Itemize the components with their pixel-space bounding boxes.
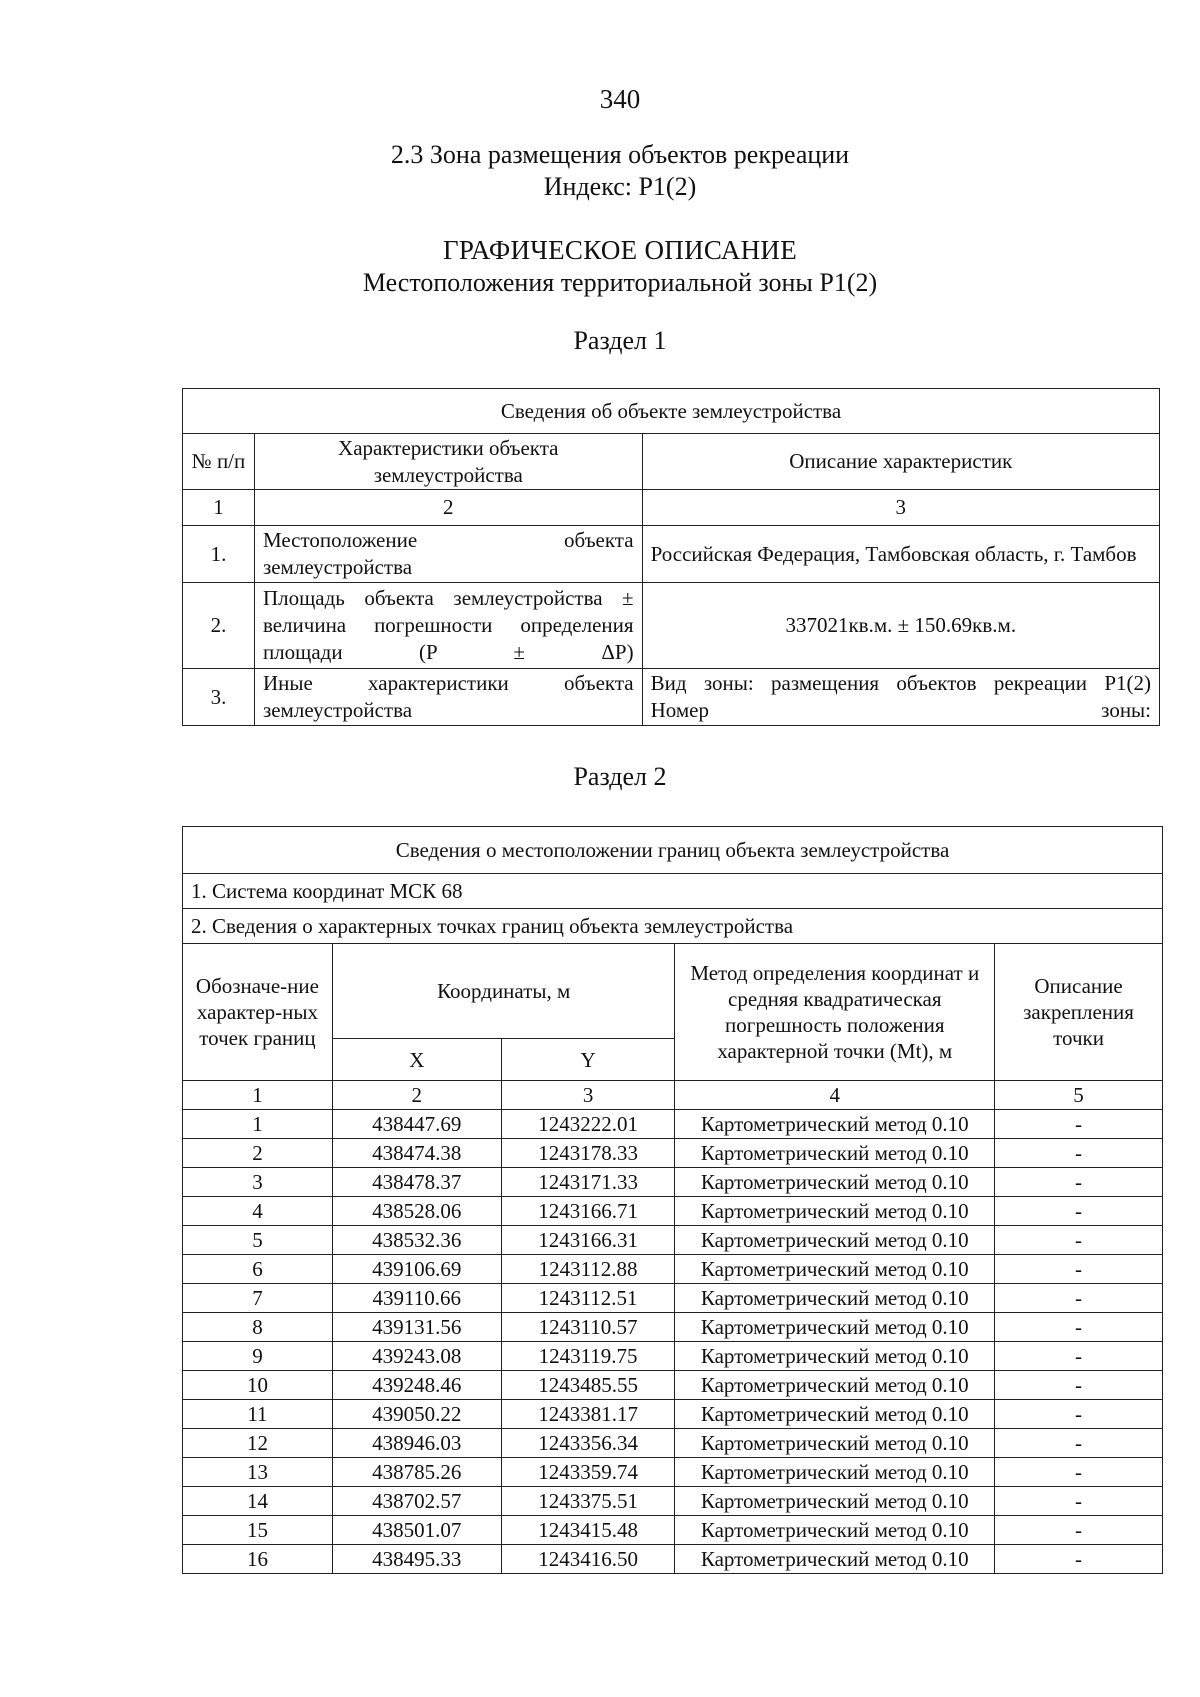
table-row <box>183 1255 1163 1284</box>
point-x: 438532.36 <box>332 1226 501 1255</box>
point-x: 438474.38 <box>332 1139 501 1168</box>
point-x: 439110.66 <box>332 1284 501 1313</box>
point-y: 1243356.34 <box>501 1429 675 1458</box>
table-row <box>183 1110 1163 1139</box>
point-y: 1243375.51 <box>501 1487 675 1516</box>
header-coordinates: Координаты, м <box>332 944 675 1039</box>
points-body <box>183 1110 1163 1574</box>
table-row <box>183 1371 1163 1400</box>
point-id: 12 <box>183 1429 333 1458</box>
point-method: Картометрический метод 0.10 <box>675 1342 995 1371</box>
point-fixing: - <box>995 1255 1163 1284</box>
row-num: 2. <box>183 583 255 669</box>
point-id: 2 <box>183 1139 333 1168</box>
point-y: 1243485.55 <box>501 1371 675 1400</box>
table-title: Сведения об объекте землеустройства <box>183 389 1160 434</box>
coordinate-system: 1. Система координат МСК 68 <box>183 874 1163 909</box>
point-method: Картометрический метод 0.10 <box>675 1313 995 1342</box>
row-description: Вид зоны: размещения объектов рекреации Р1(2) Номер зоны: <box>642 669 1159 726</box>
point-id: 9 <box>183 1342 333 1371</box>
point-fixing: - <box>995 1371 1163 1400</box>
point-fixing: - <box>995 1458 1163 1487</box>
point-x: 438785.26 <box>332 1458 501 1487</box>
point-fixing: - <box>995 1545 1163 1574</box>
point-id: 1 <box>183 1110 333 1139</box>
zone-index: Индекс: Р1(2) <box>543 172 697 201</box>
point-fixing: - <box>995 1516 1163 1545</box>
zone-title: 2.3 Зона размещения объектов рекреации <box>390 140 850 169</box>
row-characteristic: Иные характеристики объекта землеустройства <box>254 669 642 726</box>
table-row <box>183 1400 1163 1429</box>
point-fixing: - <box>995 1400 1163 1429</box>
point-x: 438702.57 <box>332 1487 501 1516</box>
point-id: 10 <box>183 1371 333 1400</box>
column-number: 5 <box>995 1081 1163 1110</box>
row-characteristic: Площадь объекта землеустройства ± величина погрешности определения площади (P ± ΔP) <box>254 583 642 669</box>
table-row <box>183 1168 1163 1197</box>
point-y: 1243171.33 <box>501 1168 675 1197</box>
point-id: 16 <box>183 1545 333 1574</box>
point-y: 1243178.33 <box>501 1139 675 1168</box>
points-section-title: 2. Сведения о характерных точках границ объекта землеустройства <box>183 909 1163 944</box>
point-id: 4 <box>183 1197 333 1226</box>
point-y: 1243112.88 <box>501 1255 675 1284</box>
point-y: 1243110.57 <box>501 1313 675 1342</box>
point-id: 13 <box>183 1458 333 1487</box>
point-y: 1243359.74 <box>501 1458 675 1487</box>
section-1-title: Раздел 1 <box>573 326 667 355</box>
point-fixing: - <box>995 1342 1163 1371</box>
point-id: 7 <box>183 1284 333 1313</box>
point-method: Картометрический метод 0.10 <box>675 1226 995 1255</box>
row-num: 3. <box>183 669 255 726</box>
point-x: 438495.33 <box>332 1545 501 1574</box>
point-id: 15 <box>183 1516 333 1545</box>
column-number: 1 <box>183 1081 333 1110</box>
point-method: Картометрический метод 0.10 <box>675 1139 995 1168</box>
point-y: 1243166.31 <box>501 1226 675 1255</box>
page-number: 340 <box>599 84 641 114</box>
table-row <box>183 1284 1163 1313</box>
point-x: 438946.03 <box>332 1429 501 1458</box>
point-x: 438528.06 <box>332 1197 501 1226</box>
header-method: Метод определения координат и средняя квадратическая погрешность положения характерной точки (Mt), м <box>675 944 995 1081</box>
table-row <box>183 1516 1163 1545</box>
section-2-title: Раздел 2 <box>573 762 667 791</box>
point-method: Картометрический метод 0.10 <box>675 1429 995 1458</box>
point-x: 438447.69 <box>332 1110 501 1139</box>
column-number: 1 <box>183 490 255 526</box>
point-method: Картометрический метод 0.10 <box>675 1400 995 1429</box>
document-heading: ГРАФИЧЕСКОЕ ОПИСАНИЕ <box>442 235 798 265</box>
point-x: 439248.46 <box>332 1371 501 1400</box>
point-y: 1243381.17 <box>501 1400 675 1429</box>
header-description: Описание характеристик <box>642 434 1159 490</box>
column-number: 2 <box>254 490 642 526</box>
point-id: 11 <box>183 1400 333 1429</box>
row-num: 1. <box>183 526 255 583</box>
point-fixing: - <box>995 1226 1163 1255</box>
header-y: Y <box>501 1039 675 1081</box>
row-description: Российская Федерация, Тамбовская область, г. Тамбов <box>642 526 1159 583</box>
column-number: 4 <box>675 1081 995 1110</box>
column-number: 2 <box>332 1081 501 1110</box>
header-point-designation: Обозначе-ние характер-ных точек границ <box>183 944 333 1081</box>
table-row <box>183 1458 1163 1487</box>
point-y: 1243415.48 <box>501 1516 675 1545</box>
document-subheading: Местоположения территориальной зоны Р1(2) <box>362 268 878 297</box>
point-fixing: - <box>995 1139 1163 1168</box>
table-row <box>183 1545 1163 1574</box>
header-num: № п/п <box>183 434 255 490</box>
point-method: Картометрический метод 0.10 <box>675 1545 995 1574</box>
point-id: 6 <box>183 1255 333 1284</box>
boundary-points-table <box>182 826 1163 1574</box>
point-y: 1243112.51 <box>501 1284 675 1313</box>
table-row <box>183 1226 1163 1255</box>
point-x: 439131.56 <box>332 1313 501 1342</box>
point-y: 1243166.71 <box>501 1197 675 1226</box>
point-fixing: - <box>995 1110 1163 1139</box>
point-fixing: - <box>995 1284 1163 1313</box>
point-id: 14 <box>183 1487 333 1516</box>
point-method: Картометрический метод 0.10 <box>675 1284 995 1313</box>
point-y: 1243119.75 <box>501 1342 675 1371</box>
point-fixing: - <box>995 1313 1163 1342</box>
point-method: Картометрический метод 0.10 <box>675 1168 995 1197</box>
table-row <box>183 1342 1163 1371</box>
point-id: 3 <box>183 1168 333 1197</box>
table-row <box>183 1313 1163 1342</box>
table-row <box>183 583 1160 669</box>
table-title: Сведения о местоположении границ объекта землеустройства <box>183 827 1163 874</box>
header-x: X <box>332 1039 501 1081</box>
table-row <box>183 669 1160 726</box>
point-method: Картометрический метод 0.10 <box>675 1458 995 1487</box>
point-y: 1243416.50 <box>501 1545 675 1574</box>
header-fixing: Описание закрепления точки <box>995 944 1163 1081</box>
point-method: Картометрический метод 0.10 <box>675 1197 995 1226</box>
point-method: Картометрический метод 0.10 <box>675 1110 995 1139</box>
point-x: 439106.69 <box>332 1255 501 1284</box>
point-fixing: - <box>995 1197 1163 1226</box>
row-characteristic: Местоположение объекта землеустройства <box>254 526 642 583</box>
column-number: 3 <box>501 1081 675 1110</box>
land-object-info-table <box>182 388 1160 726</box>
table-row <box>183 1429 1163 1458</box>
header-characteristics: Характеристики объекта землеустройства <box>254 434 642 490</box>
point-method: Картометрический метод 0.10 <box>675 1255 995 1284</box>
point-id: 5 <box>183 1226 333 1255</box>
point-fixing: - <box>995 1429 1163 1458</box>
point-x: 439050.22 <box>332 1400 501 1429</box>
point-y: 1243222.01 <box>501 1110 675 1139</box>
point-method: Картометрический метод 0.10 <box>675 1516 995 1545</box>
point-fixing: - <box>995 1487 1163 1516</box>
table-row <box>183 526 1160 583</box>
point-method: Картометрический метод 0.10 <box>675 1371 995 1400</box>
point-x: 439243.08 <box>332 1342 501 1371</box>
table-row <box>183 1197 1163 1226</box>
point-x: 438478.37 <box>332 1168 501 1197</box>
row-description: 337021кв.м. ± 150.69кв.м. <box>642 583 1159 669</box>
point-fixing: - <box>995 1168 1163 1197</box>
point-method: Картометрический метод 0.10 <box>675 1487 995 1516</box>
column-number: 3 <box>642 490 1159 526</box>
point-id: 8 <box>183 1313 333 1342</box>
table-row <box>183 1487 1163 1516</box>
point-x: 438501.07 <box>332 1516 501 1545</box>
table-row <box>183 1139 1163 1168</box>
